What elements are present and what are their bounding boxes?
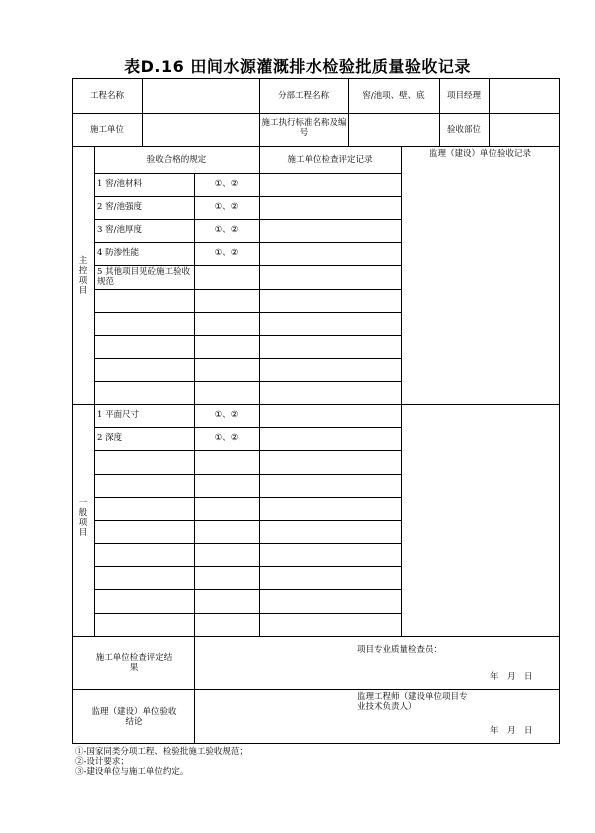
inspection-form — [72, 78, 560, 744]
main-item-label: 2 窖/池强度 — [97, 202, 142, 212]
general-section-label: 一般项目 — [78, 498, 88, 538]
page-title: 表D.16 田间水源灌溉排水检验批质量验收记录 — [124, 57, 471, 76]
main-item-ref: ①、② — [214, 202, 239, 212]
contractor-label: 施工单位 — [89, 125, 124, 135]
main-item-label: 5 其他项目见砼施工验收规范 — [97, 267, 191, 287]
date-label: 年 月 日 — [490, 726, 533, 736]
quality-inspector-label: 项目专业质量检查员： — [357, 645, 443, 655]
project-manager-label: 项目经理 — [446, 91, 481, 101]
main-item-ref: ①、② — [214, 179, 239, 189]
acceptance-part-label: 验收部位 — [446, 125, 481, 135]
contractor-eval-label: 施工单位检查评定结果 — [95, 653, 173, 673]
general-item-ref: ①、② — [214, 410, 239, 420]
main-control-section-label: 主控项目 — [78, 256, 88, 296]
main-item-ref: ①、② — [214, 248, 239, 258]
main-item-ref: ①、② — [214, 225, 239, 235]
division-label: 分部工程名称 — [277, 91, 329, 101]
supervisor-record-header: 监理（建设）单位验收记录 — [428, 149, 531, 159]
note-line: ③-建设单位与施工单位约定。 — [75, 767, 189, 777]
spec-column-header: 验收合格的规定 — [146, 155, 207, 165]
note-line: ②-设计要求； — [75, 757, 129, 767]
division-value: 窖/池项、壁、底 — [362, 91, 425, 101]
note-line: ①-国家同类分项工程、检验批施工验收规范； — [75, 747, 248, 757]
project-name-label: 工程名称 — [89, 91, 124, 101]
supervisor-engineer-label: 监理工程师（建设单位项目专业技术负责人） — [357, 692, 468, 712]
notes — [75, 747, 248, 777]
general-item-ref: ①、② — [214, 433, 239, 443]
general-item-label: 2 深度 — [97, 433, 123, 443]
main-item-label: 1 窖/池材料 — [97, 179, 142, 189]
main-item-label: 3 窖/池厚度 — [97, 225, 142, 235]
standard-label: 施工执行标准名称及编号 — [261, 118, 347, 138]
contractor-record-header: 施工单位检查评定记录 — [287, 155, 373, 165]
general-item-label: 1 平面尺寸 — [97, 410, 140, 420]
main-item-label: 4 防渗性能 — [97, 248, 140, 258]
date-label: 年 月 日 — [490, 672, 533, 682]
supervisor-conclusion-label: 监理（建设）单位验收结论 — [91, 707, 177, 727]
